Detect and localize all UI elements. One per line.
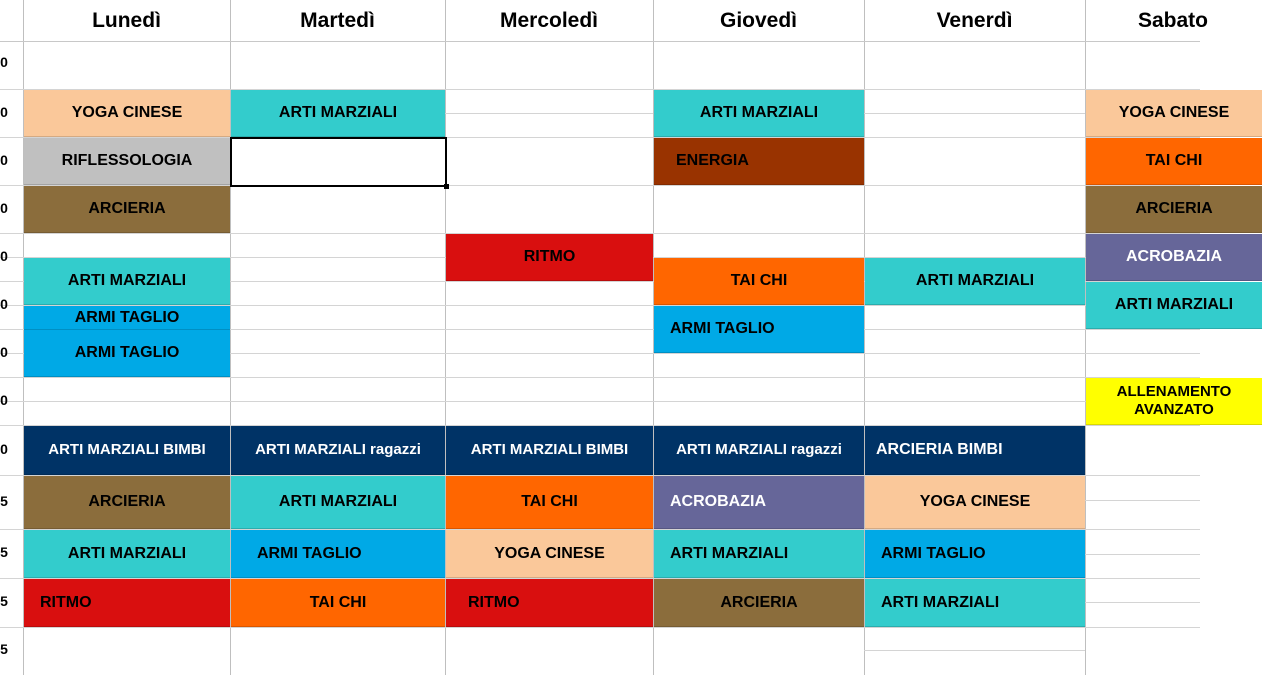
class-arcieria[interactable]: ARCIERIA (654, 579, 864, 627)
time-label: 0 (0, 248, 8, 264)
class-yoga-cinese[interactable]: YOGA CINESE (865, 476, 1085, 529)
time-label: 5 (0, 593, 8, 609)
grid-line (0, 401, 1200, 402)
header-venerdi[interactable]: Venerdì (936, 9, 1013, 32)
class-tai-chi[interactable]: TAI CHI (654, 258, 864, 305)
class-ritmo[interactable]: RITMO (446, 579, 653, 627)
grid-line (1085, 500, 1200, 501)
class-yoga-cinese[interactable]: YOGA CINESE (1086, 90, 1262, 137)
class-arti-marziali-bimbi[interactable]: ARTI MARZIALI BIMBI (446, 426, 653, 475)
time-label: 0 (0, 392, 8, 408)
grid-line (864, 650, 1085, 651)
class-tai-chi[interactable]: TAI CHI (1086, 138, 1262, 185)
header-lunedi[interactable]: Lunedì (92, 9, 161, 32)
class-allenamento-avanzato[interactable] (1086, 378, 1262, 425)
class-arti-marziali[interactable]: ARTI MARZIALI (865, 258, 1085, 305)
class-label-line: ALLENAMENTO (1116, 383, 1232, 400)
class-armi-taglio[interactable]: ARMI TAGLIO (24, 330, 230, 377)
class-arti-marziali-ragazzi[interactable]: ARTI MARZIALI ragazzi (654, 426, 864, 475)
time-label: 0 (0, 441, 8, 457)
class-acrobazia[interactable]: ACROBAZIA (1086, 234, 1262, 281)
header-sabato[interactable]: Sabato (1137, 9, 1208, 32)
class-armi-taglio[interactable]: ARMI TAGLIO (231, 530, 445, 578)
class-energia[interactable]: ENERGIA (654, 138, 864, 185)
class-yoga-cinese[interactable]: YOGA CINESE (446, 530, 653, 578)
class-ritmo[interactable]: RITMO (446, 234, 653, 281)
class-arti-marziali[interactable]: ARTI MARZIALI (231, 476, 445, 529)
class-arti-marziali[interactable]: ARTI MARZIALI (24, 258, 230, 305)
class-arti-marziali[interactable]: ARTI MARZIALI (231, 90, 445, 137)
time-label: 5 (0, 544, 8, 560)
grid-line (0, 377, 1200, 378)
class-arcieria-bimbi[interactable]: ARCIERIA BIMBI (865, 426, 1085, 475)
class-tai-chi[interactable]: TAI CHI (446, 476, 653, 529)
class-armi-taglio[interactable]: ARMI TAGLIO (654, 306, 864, 353)
class-yoga-cinese[interactable]: YOGA CINESE (24, 90, 230, 137)
class-arcieria[interactable]: ARCIERIA (24, 476, 230, 529)
time-label: 0 (0, 54, 8, 70)
class-tai-chi[interactable]: TAI CHI (231, 579, 445, 627)
class-arti-marziali[interactable]: ARTI MARZIALI (654, 530, 864, 578)
class-arti-marziali[interactable]: ARTI MARZIALI (24, 530, 230, 578)
time-label: 0 (0, 296, 8, 312)
grid-line (864, 113, 1085, 114)
class-arti-marziali[interactable]: ARTI MARZIALI (654, 90, 864, 137)
class-arti-marziali[interactable]: ARTI MARZIALI (865, 579, 1085, 627)
time-label: 5 (0, 493, 8, 509)
class-ritmo[interactable]: RITMO (24, 579, 230, 627)
time-label: 0 (0, 104, 8, 120)
class-arti-marziali-ragazzi[interactable]: ARTI MARZIALI ragazzi (231, 426, 445, 475)
time-label: 0 (0, 344, 8, 360)
class-arcieria[interactable]: ARCIERIA (24, 186, 230, 233)
grid-line (445, 113, 653, 114)
time-label: 0 (0, 200, 8, 216)
grid-line (1085, 554, 1200, 555)
header-giovedi[interactable]: Giovedì (719, 9, 798, 32)
grid-line (0, 627, 1200, 628)
class-armi-taglio[interactable]: ARMI TAGLIO (865, 530, 1085, 578)
grid-line (1085, 602, 1200, 603)
class-armi-taglio[interactable]: ARMI TAGLIO (24, 306, 230, 330)
class-label-line: AVANZATO (1134, 401, 1214, 418)
header-martedi[interactable]: Martedì (300, 9, 375, 32)
class-riflessologia[interactable]: RIFLESSOLOGIA (24, 138, 230, 185)
cell-selection[interactable] (230, 137, 447, 187)
class-arti-marziali-bimbi[interactable]: ARTI MARZIALI BIMBI (24, 426, 230, 475)
class-acrobazia[interactable]: ACROBAZIA (654, 476, 864, 529)
time-label: 0 (0, 152, 8, 168)
class-arcieria[interactable]: ARCIERIA (1086, 186, 1262, 233)
fill-handle[interactable] (444, 184, 449, 189)
time-label: 5 (0, 641, 8, 657)
class-arti-marziali[interactable]: ARTI MARZIALI (1086, 282, 1262, 329)
header-mercoledi[interactable]: Mercoledì (499, 9, 599, 32)
